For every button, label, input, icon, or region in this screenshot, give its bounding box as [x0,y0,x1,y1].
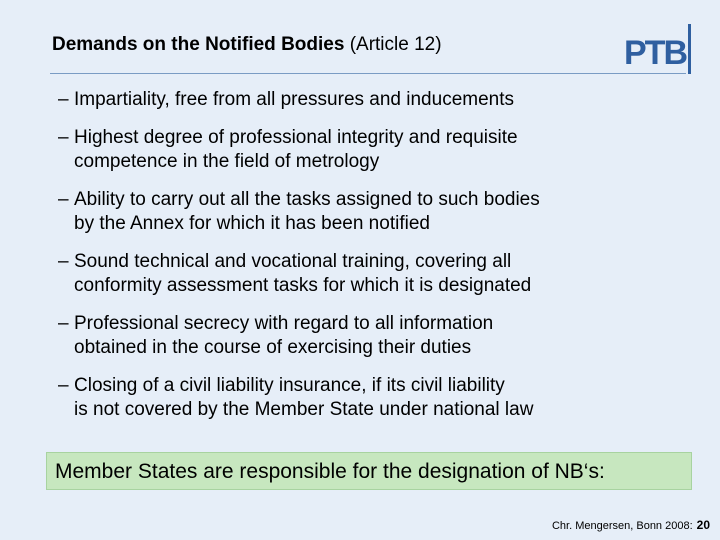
bullet-dash: – [58,189,69,210]
ptb-logo-text: PTB [624,34,686,72]
highlight-box: Member States are responsible for the designation of NB‘s: [46,452,692,490]
bullet-dash: – [58,251,69,272]
list-item [58,374,698,422]
bullet-text: Professional secrecy with regard to all information obtained in the course of exercising their duties [74,313,494,358]
list-item [58,312,698,360]
bullet-dash: – [58,127,69,148]
slide-title-bold: Demands on the Notified Bodies [52,34,345,55]
list-item [58,126,698,174]
bullet-text: Sound technical and vocational training, covering all conformity assessment tasks for which it is designated [74,251,532,296]
bullet-dash: – [58,89,69,110]
ptb-logo [622,22,694,76]
requirements-list [58,88,698,436]
bullet-dash: – [58,375,69,396]
list-item [58,88,698,112]
bullet-dash: – [58,313,69,334]
bullet-text: Closing of a civil liability insurance, if its civil liability is not covered by the Member State under national law [74,375,534,420]
slide-title-rest: (Article 12) [344,34,442,55]
bullet-text: Highest degree of professional integrity and requisite competence in the field of metrology [74,127,518,172]
page-number: 20 [696,518,710,532]
slide-title [52,34,442,56]
bullet-text: Ability to carry out all the tasks assigned to such bodies by the Annex for which it has been notified [74,189,540,234]
list-item [58,250,698,298]
list-item [58,188,698,236]
slide-footer [552,518,710,532]
bullet-text: Impartiality, free from all pressures and inducements [74,89,514,110]
footer-credit: Chr. Mengersen, Bonn 2008: [551,520,693,532]
title-divider [50,73,686,74]
